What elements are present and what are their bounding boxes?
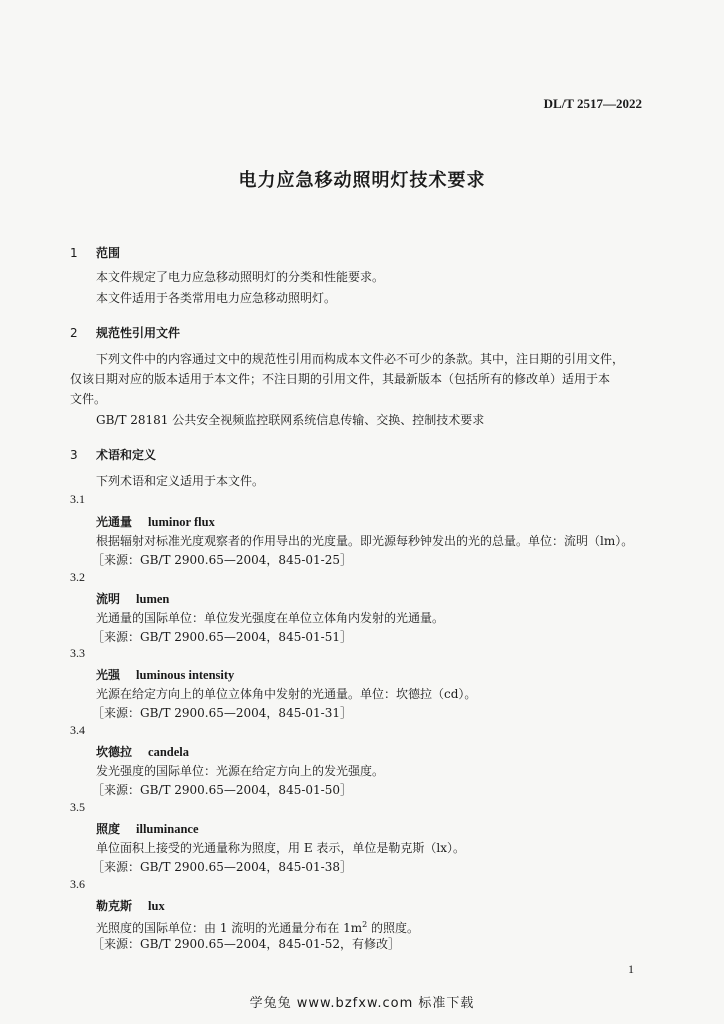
footer-watermark: 学兔兔 www.bzfxw.com 标准下载: [249, 996, 475, 1011]
term-definition: 根据辐射对标准光度观察者的作用导出的光度量。即光源每秒钟发出的光的总量。单位：流明（lm）。: [96, 534, 634, 548]
definition-text: 的照度。: [367, 921, 420, 935]
term-number: 3.1: [70, 492, 85, 506]
term-en: illuminance: [136, 822, 199, 836]
term-zh: 勒克斯: [96, 899, 133, 913]
paragraph: 本文件规定了电力应急移动照明灯的分类和性能要求。: [96, 270, 385, 284]
superscript: 2: [362, 920, 368, 929]
definition-text: 光照度的国际单位：由 1 流明的光通量分布在 1m: [96, 921, 363, 935]
section-title: 规范性引用文件: [96, 326, 181, 340]
term-source: ［来源：GB/T 2900.65—2004，845-01-50］: [92, 783, 352, 797]
section-number: 1: [70, 246, 78, 260]
section-1-heading: [70, 244, 120, 261]
page-number: 1: [628, 962, 634, 976]
term-zh: 流明: [96, 592, 121, 606]
term-definition: 发光强度的国际单位：光源在给定方向上的发光强度。: [96, 764, 385, 778]
document-title: 电力应急移动照明灯技术要求: [238, 170, 486, 191]
term-zh: 照度: [96, 822, 121, 836]
term-number: 3.6: [70, 877, 85, 891]
term-en: lux: [148, 899, 165, 913]
term-heading: [96, 513, 215, 530]
term-heading: [96, 820, 199, 837]
section-title: 术语和定义: [96, 448, 157, 462]
paragraph-line: 仅该日期对应的版本适用于本文件；不注日期的引用文件，其最新版本（包括所有的修改单）适用于本: [70, 372, 611, 386]
paragraph: 本文件适用于各类常用电力应急移动照明灯。: [96, 291, 337, 305]
term-heading: [96, 897, 165, 914]
term-number: 3.3: [70, 646, 85, 660]
paragraph-line: 下列文件中的内容通过文中的规范性引用而构成本文件必不可少的条款。其中，注日期的引用文件，: [96, 352, 625, 366]
paragraph: 下列术语和定义适用于本文件。: [96, 474, 265, 488]
paragraph-line: 文件。: [70, 392, 107, 406]
term-source: ［来源：GB/T 2900.65—2004，845-01-25］: [92, 553, 352, 567]
term-source: ［来源：GB/T 2900.65—2004，845-01-38］: [92, 860, 352, 874]
section-number: 3: [70, 448, 78, 462]
term-source: ［来源：GB/T 2900.65—2004，845-01-31］: [92, 706, 352, 720]
term-number: 3.2: [70, 570, 85, 584]
term-en: candela: [148, 745, 189, 759]
term-number: 3.4: [70, 723, 85, 737]
section-number: 2: [70, 326, 78, 340]
reference-item: GB/T 28181 公共安全视频监控联网系统信息传输、交换、控制技术要求: [96, 413, 485, 427]
document-number: DL/T 2517—2022: [543, 96, 642, 111]
term-heading: [96, 666, 234, 683]
term-zh: 坎德拉: [96, 745, 133, 759]
term-source: ［来源：GB/T 2900.65—2004，845-01-52，有修改］: [92, 937, 400, 951]
term-number: 3.5: [70, 800, 85, 814]
term-definition: [96, 916, 419, 937]
term-definition: 光通量的国际单位：单位发光强度在单位立体角内发射的光通量。: [96, 611, 445, 625]
term-zh: 光强: [96, 668, 121, 682]
term-en: lumen: [136, 592, 170, 606]
term-zh: 光通量: [96, 515, 133, 529]
section-2-heading: [70, 324, 180, 341]
term-definition: 光源在给定方向上的单位立体角中发射的光通量。单位：坎德拉（cd）。: [96, 687, 477, 701]
term-en: luminor flux: [148, 515, 215, 529]
term-heading: [96, 590, 169, 607]
term-source: ［来源：GB/T 2900.65—2004，845-01-51］: [92, 630, 352, 644]
term-definition: 单位面积上接受的光通量称为照度，用 E 表示，单位是勒克斯（lx）。: [96, 841, 465, 855]
term-heading: [96, 743, 189, 760]
term-en: luminous intensity: [136, 668, 235, 682]
section-3-heading: [70, 446, 156, 463]
section-title: 范围: [96, 246, 121, 260]
